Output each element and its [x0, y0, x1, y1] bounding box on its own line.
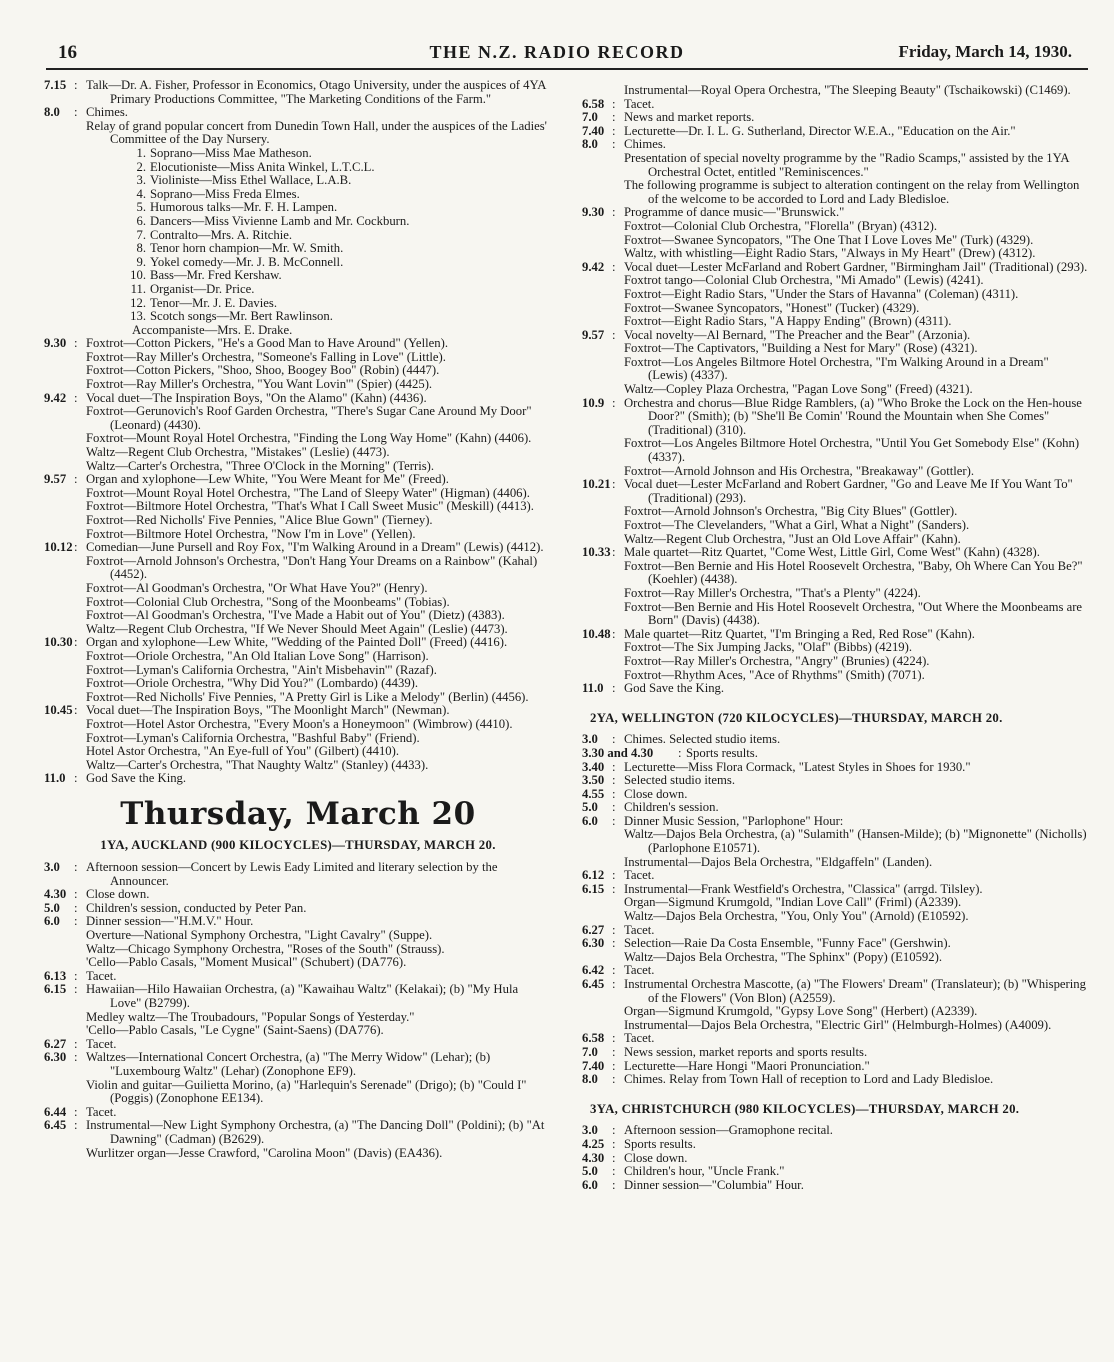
programme-entry: 6.58 : Tacet.	[582, 1032, 1090, 1046]
programme-entry: 6.27 : Tacet.	[44, 1038, 552, 1052]
entry-line: Afternoon session—Concert by Lewis Eady Limited and literary selection by the Announcer.	[86, 860, 498, 888]
entry-line: Tacet.	[624, 922, 655, 937]
entry-line: Orchestra and chorus—Blue Ridge Ramblers, (a) "Who Broke the Lock on the Hen-house Door?" (Smith); (b) "She'll Be Comin' 'Round the Mountain when She Comes" (Traditional) (310).	[624, 395, 1082, 437]
item-text: Soprano—Miss Freda Elmes.	[150, 186, 300, 201]
entry-line: God Save the King.	[86, 771, 187, 786]
entry-time: 9.57	[44, 472, 67, 487]
entry-line: Waltz—Regent Club Orchestra, "Just an Old Love Affair" (Kahn).	[624, 531, 961, 546]
entry-line: Foxtrot—Colonial Club Orchestra, "Florella" (Bryan) (4312).	[624, 218, 938, 233]
entry-line: Chimes.	[86, 105, 128, 120]
entry-line: Foxtrot—Arnold Johnson and His Orchestra, "Breakaway" (Gottler).	[624, 463, 975, 478]
entry-line: Tacet.	[624, 963, 655, 978]
entry-time: 10.48	[582, 626, 611, 641]
programme-entry: 8.0 : Chimes.	[44, 106, 552, 120]
entry-line: Foxtrot—Gerunovich's Roof Garden Orchestra, "There's Sugar Cane Around My Door" (Leonard) (4430).	[86, 404, 532, 432]
entry-time: 6.30	[44, 1050, 67, 1065]
entry-line: Instrumental—Royal Opera Orchestra, "The Sleeping Beauty" (Tschaikowski) (C1469).	[624, 83, 1071, 97]
programme-entry: 4.25 : Sports results.	[582, 1138, 1090, 1152]
entry-line: Foxtrot—Oriole Orchestra, "Why Did You?" (Lombardo) (4439).	[86, 676, 419, 691]
item-text: Organist—Dr. Price.	[150, 281, 255, 296]
entry-time: 9.57	[582, 327, 605, 342]
entry-line: Foxtrot—Al Goodman's Orchestra, "Or What Have You?" (Henry).	[86, 580, 428, 595]
entry-time: 5.0	[582, 800, 598, 815]
numbered-item	[44, 256, 552, 270]
programme-entry: 6.15 : Instrumental—Frank Westfield's Orchestra, "Classica" (arrgd. Tilsley). Organ—Sigmund Krumgold, "Indian Love Call" (Friml) (A2339). Waltz—Dajos Bela Orchestra, "You, Only You" (Arnold) (E10592).	[582, 883, 1090, 924]
section-heading-1ya: 1YA, AUCKLAND (900 KILOCYCLES)—THURSDAY, MARCH 20.	[100, 838, 496, 853]
numbered-item	[44, 147, 552, 161]
entry-line: Foxtrot—Ben Bernie and His Hotel Roosevelt Orchestra, "Out Where the Moonbeams are Born" (Davis) (4438).	[624, 599, 1083, 628]
entry-line: Tacet.	[86, 1104, 117, 1119]
entry-line: Foxtrot—Biltmore Hotel Orchestra, "That's What I Call Sweet Music" (Meskill) (4413).	[86, 499, 534, 514]
entry-time: 9.42	[582, 259, 605, 274]
programme-block-2ya	[582, 733, 1090, 1086]
entry-time: 9.42	[44, 390, 67, 405]
entry-line: Overture—National Symphony Orchestra, "Light Cavalry" (Suppe).	[86, 928, 433, 943]
item-number: 9.	[136, 254, 146, 269]
programme-block-4ya	[44, 79, 552, 147]
programme-entry: 3.40 : Lecturette—Miss Flora Cormack, "Latest Styles in Shoes for 1930."	[582, 761, 1090, 775]
entry-line: Waltz—Chicago Symphony Orchestra, "Roses of the South" (Strauss).	[86, 941, 445, 956]
programme-entry: 7.0 : News session, market reports and sports results.	[582, 1046, 1090, 1060]
entry-line: Waltz—Carter's Orchestra, "That Naughty Waltz" (Stanley) (4433).	[86, 757, 429, 772]
item-text: Yokel comedy—Mr. J. B. McConnell.	[150, 254, 344, 269]
entry-time: 3.50	[582, 773, 605, 788]
numbered-item	[44, 201, 552, 215]
programme-entry: 6.0 : Dinner session—"H.M.V." Hour. Overture—National Symphony Orchestra, "Light Cavalry" (Suppe). Waltz—Chicago Symphony Orchestra, "Roses of the South" (Strauss). 'Cello—Pablo Casals, "Moment Musical" (Schubert) (DA776).	[44, 915, 552, 969]
item-number: 7.	[136, 227, 146, 242]
programme-entry	[44, 120, 552, 147]
programme-entry: 6.0 : Dinner Music Session, "Parlophone" Hour: Waltz—Dajos Bela Orchestra, (a) "Sulamith" (Hansen-Milde); (b) "Mignonette" (Nicholls) (Parlophone E10571). Instrumental—Dajos Bela Orchestra, "Eldgaffeln" (Landen).	[582, 815, 1090, 869]
entry-line: Foxtrot—Ray Miller's Orchestra, "That's a Plenty" (4224).	[624, 585, 921, 600]
entry-time: 3.0	[582, 1123, 598, 1138]
section-heading-3ya: 3YA, CHRISTCHURCH (980 KILOCYCLES)—THURSDAY, MARCH 20.	[590, 1101, 1020, 1116]
entry-line: Foxtrot—Eight Radio Stars, "A Happy Ending" (Brown) (4311).	[624, 314, 952, 329]
entry-time: 6.30	[582, 936, 605, 951]
entry-line: Foxtrot—Al Goodman's Orchestra, "I've Made a Habit out of You" (Dietz) (4383).	[86, 608, 505, 623]
entry-line: Children's session, conducted by Peter Pan.	[86, 900, 307, 915]
entry-line: Instrumental Orchestra Mascotte, (a) "The Flowers' Dream" (Translateur); (b) "Whispering of the Flowers" (Von Blon) (A2559).	[624, 977, 1086, 1005]
entry-line: Organ—Sigmund Krumgold, "Gypsy Love Song" (Herbert) (A2339).	[624, 1004, 978, 1019]
item-text: Dancers—Miss Vivienne Lamb and Mr. Cockburn.	[150, 213, 410, 228]
entry-line: Vocal duet—The Inspiration Boys, "On the Alamo" (Kahn) (4436).	[86, 390, 427, 405]
entry-time: 6.44	[44, 1104, 67, 1119]
item-number: 12.	[130, 295, 146, 310]
entry-time: 7.40	[582, 1058, 605, 1073]
entry-line: Foxtrot—Swanee Syncopators, "Honest" (Tucker) (4329).	[624, 300, 920, 315]
entry-line: Instrumental—Frank Westfield's Orchestra, "Classica" (arrgd. Tilsley).	[624, 881, 983, 896]
entry-time: 6.0	[582, 1177, 598, 1192]
entry-line: Selection—Raie Da Costa Ensemble, "Funny Face" (Gershwin).	[624, 936, 951, 951]
programme-entry: 6.42 : Tacet.	[582, 964, 1090, 978]
programme-entry: 9.30 : Programme of dance music—"Brunswick." Foxtrot—Colonial Club Orchestra, "Florella" (Bryan) (4312). Foxtrot—Swanee Syncopators, "The One That I Love Loves Me" (Turk) (4329). Waltz, with whistling—Eight Radio Stars, "Always in My Heart" (Drew) (4312).	[582, 206, 1090, 260]
entry-line: Organ and xylophone—Lew White, "You Were Meant for Me" (Freed).	[86, 472, 449, 487]
programme-entry: 6.58 : Tacet.	[582, 98, 1090, 112]
item-text: Scotch songs—Mr. Bert Rawlinson.	[150, 309, 333, 324]
entry-line: Foxtrot—Colonial Club Orchestra, "Song of the Moonbeams" (Tobias).	[86, 594, 450, 609]
entry-time: 6.42	[582, 963, 605, 978]
entry-line: Tacet.	[624, 868, 655, 883]
entry-time: 10.9	[582, 395, 605, 410]
numbered-item	[44, 215, 552, 229]
entry-line: Waltz—Regent Club Orchestra, "If We Never Should Meet Again" (Leslie) (4473).	[86, 621, 508, 636]
item-text: Humorous talks—Mr. F. H. Lampen.	[150, 200, 338, 215]
entry-line: Close down.	[86, 887, 150, 902]
entry-line: God Save the King.	[624, 681, 725, 696]
entry-line: Chimes.	[624, 137, 666, 152]
entry-time: 3.0	[582, 732, 598, 747]
programme-block-dance	[44, 337, 552, 786]
numbered-item	[44, 310, 552, 324]
entry-line: Foxtrot—The Clevelanders, "What a Girl, What a Night" (Sanders).	[624, 518, 970, 532]
programme-entry: 9.30 : Foxtrot—Cotton Pickers, "He's a Good Man to Have Around" (Yellen). Foxtrot—Ray Miller's Orchestra, "Someone's Falling in Love" (Little). Foxtrot—Cotton Pickers, "Shoo, Shoo, Boogey Boo" (Robin) (4447). Foxtrot—Ray Miller's Orchestra, "You Want Lovin'" (Spier) (4425).	[44, 337, 552, 391]
numbered-item	[44, 161, 552, 175]
programme-block-1ya-evening	[582, 84, 1090, 696]
entry-line: Tacet.	[624, 1031, 655, 1046]
entry-time: 7.15	[44, 78, 67, 92]
entry-line: Organ and xylophone—Lew White, "Wedding of the Painted Doll" (Freed) (4416).	[86, 635, 508, 650]
entry-line: Foxtrot—Lyman's California Orchestra, "Ain't Misbehavin'" (Razaf).	[86, 662, 437, 677]
programme-entry: 11.0 : God Save the King.	[44, 772, 552, 786]
item-number: 10.	[130, 268, 146, 283]
programme-entry: 7.40 : Lecturette—Hare Hongi "Maori Pronunciation."	[582, 1060, 1090, 1074]
entry-time: 9.30	[582, 205, 605, 220]
programme-entry: 6.15 : Hawaiian—Hilo Hawaiian Orchestra, (a) "Kawaihau Waltz" (Kelakai); (b) "My Hula Love" (B2799). Medley waltz—The Troubadours, "Popular Songs of Yesterday." 'Cello—Pablo Casals, "Le Cygne" (Saint-Saens) (DA776).	[44, 983, 552, 1037]
entry-time: 10.33	[582, 545, 611, 560]
entry-line: Foxtrot—Biltmore Hotel Orchestra, "Now I'm in Love" (Yellen).	[86, 526, 416, 541]
entry-line: Foxtrot—Ray Miller's Orchestra, "Angry" (Brunies) (4224).	[624, 653, 930, 668]
entry-line: 'Cello—Pablo Casals, "Le Cygne" (Saint-Saens) (DA776).	[86, 1023, 384, 1038]
accompaniste-line: Accompaniste—Mrs. E. Drake.	[132, 322, 293, 337]
entry-line: Vocal duet—Lester McFarland and Robert Gardner, "Birmingham Jail" (Traditional) (293).	[624, 259, 1088, 274]
entry-line: Foxtrot—Eight Radio Stars, "Under the Stars of Havanna" (Coleman) (4311).	[624, 286, 1019, 301]
entry-line: Lecturette—Hare Hongi "Maori Pronunciation."	[624, 1058, 870, 1073]
entry-line: Dinner session—"Columbia" Hour.	[624, 1177, 804, 1192]
page-number: 16	[58, 42, 77, 63]
programme-entry: 3.50 : Selected studio items.	[582, 774, 1090, 788]
entry-line: Medley waltz—The Troubadours, "Popular Songs of Yesterday."	[86, 1009, 415, 1024]
entry-line: Foxtrot—Los Angeles Biltmore Hotel Orchestra, "Until You Get Somebody Else" (Kohn) (4337).	[624, 436, 1080, 465]
entry-line: Waltz—Regent Club Orchestra, "Mistakes" (Leslie) (4473).	[86, 445, 390, 460]
entry-time: 6.0	[44, 914, 60, 929]
numbered-item	[44, 174, 552, 188]
programme-entry: 10.9 : Orchestra and chorus—Blue Ridge Ramblers, (a) "Who Broke the Lock on the Hen-house Door?" (Smith); (b) "She'll Be Comin' 'Round the Mountain when She Comes" (Traditional) (310). Foxtrot—Los Angeles Biltmore Hotel Orchestra, "Until You Get Somebody Else" (Kohn) (4337). Foxtrot—Arnold Johnson and His Orchestra, "Breakaway" (Gottler).	[582, 397, 1090, 479]
programme-entry: 7.40 : Lecturette—Dr. I. L. G. Sutherland, Director W.E.A., "Education on the Air."	[582, 125, 1090, 139]
entry-time: 9.30	[44, 336, 67, 351]
entry-time: 10.45	[44, 703, 73, 718]
programme-entry: 9.42 : Vocal duet—The Inspiration Boys, "On the Alamo" (Kahn) (4436). Foxtrot—Gerunovich's Roof Garden Orchestra, "There's Sugar Cane Around My Door" (Leonard) (4430). Foxtrot—Mount Royal Hotel Orchestra, "Finding the Long Way Home" (Kahn) (4406). Waltz—Regent Club Orchestra, "Mistakes" (Leslie) (4473). Waltz—Carter's Orchestra, "Three O'Clock in the Morning" (Terris).	[44, 392, 552, 474]
programme-entry: 5.0 : Children's session.	[582, 801, 1090, 815]
programme-block-1ya	[44, 861, 552, 1160]
item-text: Bass—Mr. Fred Kershaw.	[150, 268, 282, 283]
header-rule	[46, 68, 1088, 70]
item-text: Violiniste—Miss Ethel Wallace, L.A.B.	[150, 173, 352, 188]
item-number: 8.	[136, 241, 146, 256]
entry-time: 6.58	[582, 1031, 605, 1046]
item-number: 4.	[136, 186, 146, 201]
entry-line: Foxtrot—Ray Miller's Orchestra, "Someone's Falling in Love" (Little).	[86, 349, 446, 364]
entry-line: Foxtrot—Lyman's California Orchestra, "Bashful Baby" (Friend).	[86, 730, 420, 745]
numbered-item	[44, 283, 552, 297]
entry-line: News session, market reports and sports results.	[624, 1044, 868, 1059]
programme-entry: 8.0 : Chimes. Presentation of special novelty programme by the "Radio Scamps," assisted by the 1YA Orchestral Octet, entitled "Reminiscences." The following programme is subject to alteration contingent on the relay from Wellington of the welcome to be accorded to Lord and Lady Bledisloe.	[582, 138, 1090, 206]
entry-time: 6.45	[582, 977, 605, 991]
programme-entry: 10.48 : Male quartet—Ritz Quartet, "I'm Bringing a Red, Red Rose" (Kahn). Foxtrot—The Six Jumping Jacks, "Olaf" (Bibbs) (4219). Foxtrot—Ray Miller's Orchestra, "Angry" (Brunies) (4224). Foxtrot—Rhythm Aces, "Ace of Rhythms" (Smith) (7071).	[582, 628, 1090, 682]
entry-line: Waltz—Dajos Bela Orchestra, "The Sphinx" (Popy) (E10592).	[624, 949, 942, 964]
entry-line: Vocal duet—Lester McFarland and Robert Gardner, "Go and Leave Me If You Want To" (Traditional) (293).	[624, 477, 1073, 505]
item-number: 1.	[136, 145, 146, 160]
entry-line: Afternoon session—Gramophone recital.	[624, 1123, 833, 1138]
numbered-item	[44, 188, 552, 202]
programme-entry: 10.45 : Vocal duet—The Inspiration Boys, "The Moonlight March" (Newman). Foxtrot—Hotel Astor Orchestra, "Every Moon's a Honeymoon" (Wimbrow) (4410). Foxtrot—Lyman's California Orchestra, "Bashful Baby" (Friend). Hotel Astor Orchestra, "An Eye-full of You" (Gilbert) (4410). Waltz—Carter's Orchestra, "That Naughty Waltz" (Stanley) (4433).	[44, 704, 552, 772]
item-text: Soprano—Miss Mae Matheson.	[150, 145, 312, 160]
programme-entry: 6.44 : Tacet.	[44, 1106, 552, 1120]
entry-time: 6.12	[582, 868, 605, 883]
entry-line: Close down.	[624, 786, 688, 801]
entry-line: Foxtrot—Arnold Johnson's Orchestra, "Don't Hang Your Dreams on a Rainbow" (Kahal) (4452).	[86, 553, 538, 582]
entry-line: Relay of grand popular concert from Dunedin Town Hall, under the auspices of the Ladies' Committee of the Day Nursery.	[86, 118, 547, 147]
entry-time: 11.0	[582, 681, 604, 696]
entry-line: Hawaiian—Hilo Hawaiian Orchestra, (a) "Kawaihau Waltz" (Kelakai); (b) "My Hula Love" (B2799).	[86, 982, 519, 1010]
entry-line: Foxtrot—Hotel Astor Orchestra, "Every Moon's a Honeymoon" (Wimbrow) (4410).	[86, 716, 513, 731]
programme-entry: 6.12 : Tacet.	[582, 869, 1090, 883]
entry-line: Foxtrot—The Captivators, "Building a Nest for Mary" (Rose) (4321).	[624, 341, 978, 356]
entry-line: Waltz—Copley Plaza Orchestra, "Pagan Love Song" (Freed) (4321).	[624, 382, 973, 397]
entry-line: Close down.	[624, 1150, 688, 1165]
entry-line: Lecturette—Miss Flora Cormack, "Latest Styles in Shoes for 1930."	[624, 759, 971, 774]
entry-time: 4.30	[582, 1150, 605, 1165]
entry-line: Foxtrot—Ben Bernie and His Hotel Roosevelt Orchestra, "Baby, Oh Where Can You Be?" (Koehler) (4438).	[624, 558, 1083, 587]
entry-line: Male quartet—Ritz Quartet, "I'm Bringing a Red, Red Rose" (Kahn).	[624, 626, 975, 641]
entry-line: Violin and guitar—Guilietta Morino, (a) "Harlequin's Serenade" (Drigo); (b) "Could I" (Poggis) (Zonophone EE134).	[86, 1077, 527, 1106]
entry-time: 7.0	[582, 1044, 598, 1059]
entry-line: The following programme is subject to alteration contingent on the relay from Wellington of the welcome to be accorded to Lord and Lady Bledisloe.	[624, 178, 1080, 206]
programme-entry: 6.13 : Tacet.	[44, 970, 552, 984]
entry-line: Tacet.	[86, 1036, 117, 1051]
programme-entry: 6.45 : Instrumental Orchestra Mascotte, (a) "The Flowers' Dream" (Translateur); (b) "Whispering of the Flowers" (Von Blon) (A2559). Organ—Sigmund Krumgold, "Gypsy Love Song" (Herbert) (A2339). Instrumental—Dajos Bela Orchestra, "Electric Girl" (Helmburgh-Holmes) (A4009).	[582, 978, 1090, 1032]
entry-time: 6.27	[44, 1036, 67, 1051]
programme-entry: 3.0 : Chimes. Selected studio items.	[582, 733, 1090, 747]
entry-time: 6.58	[582, 96, 605, 111]
entry-line: Sports results.	[624, 1136, 696, 1151]
programme-entry: 10.30 : Organ and xylophone—Lew White, "Wedding of the Painted Doll" (Freed) (4416). Foxtrot—Oriole Orchestra, "An Old Italian Love Song" (Harrison). Foxtrot—Lyman's California Orchestra, "Ain't Misbehavin'" (Razaf). Foxtrot—Oriole Orchestra, "Why Did You?" (Lombardo) (4439). Foxtrot—Red Nicholls' Five Pennies, "A Pretty Girl is Like a Melody" (Berlin) (4456).	[44, 636, 552, 704]
programme-entry: 4.30 : Close down.	[44, 888, 552, 902]
entry-line: Comedian—June Pursell and Roy Fox, "I'm Walking Around in a Dream" (Lewis) (4412).	[86, 540, 544, 555]
entry-line: Foxtrot—Mount Royal Hotel Orchestra, "Finding the Long Way Home" (Kahn) (4406).	[86, 431, 532, 446]
entry-line: Tacet.	[624, 96, 655, 111]
numbered-item	[44, 229, 552, 243]
entry-time: 6.15	[44, 982, 67, 997]
numbered-item	[44, 297, 552, 311]
entry-time: 11.0	[44, 771, 66, 786]
entry-line: Talk—Dr. A. Fisher, Professor in Economics, Otago University, under the auspices of 4YA Primary Productions Committee, "The Marketing Conditions of the Farm."	[86, 78, 546, 106]
entry-time: 5.0	[582, 1164, 598, 1179]
entry-line: Dinner session—"H.M.V." Hour.	[86, 914, 254, 929]
item-number: 6.	[136, 213, 146, 228]
entry-time: 10.30	[44, 635, 73, 650]
entry-line: Foxtrot—Red Nicholls' Five Pennies, "Alice Blue Gown" (Tierney).	[86, 513, 433, 527]
entry-line: Waltz—Dajos Bela Orchestra, "You, Only You" (Arnold) (E10592).	[624, 909, 969, 924]
item-number: 13.	[130, 309, 146, 324]
entry-line: Waltz—Carter's Orchestra, "Three O'Clock in the Morning" (Terris).	[86, 458, 435, 473]
entry-time: 6.13	[44, 968, 67, 983]
programme-entry: 7.0 : News and market reports.	[582, 111, 1090, 125]
entry-time: 6.0	[582, 813, 598, 828]
entry-time: 10.21	[582, 477, 611, 492]
entry-line: Foxtrot—Rhythm Aces, "Ace of Rhythms" (Smith) (7071).	[624, 667, 925, 682]
programme-entry: 7.15 : Talk—Dr. A. Fisher, Professor in Economics, Otago University, under the auspices of 4YA Primary Productions Committee, "The Marketing Conditions of the Farm."	[44, 79, 552, 106]
programme-entry: 5.0 : Children's session, conducted by Peter Pan.	[44, 902, 552, 916]
entry-line: Selected studio items.	[624, 773, 735, 788]
programme-entry: 6.0 : Dinner session—"Columbia" Hour.	[582, 1179, 1090, 1193]
programme-entry: 4.55 : Close down.	[582, 788, 1090, 802]
entry-line: Instrumental—Dajos Bela Orchestra, "Eldgaffeln" (Landen).	[624, 854, 933, 869]
entry-line: Vocal novelty—Al Bernard, "The Preacher and the Bear" (Arzonia).	[624, 327, 971, 342]
entry-line: Chimes. Relay from Town Hall of reception to Lord and Lady Bledisloe.	[624, 1072, 994, 1087]
concert-numbered-list	[44, 147, 552, 324]
entry-line: Dinner Music Session, "Parlophone" Hour:	[624, 813, 844, 828]
item-number: 5.	[136, 200, 146, 215]
programme-entry: 6.30 : Selection—Raie Da Costa Ensemble, "Funny Face" (Gershwin). Waltz—Dajos Bela Orchestra, "The Sphinx" (Popy) (E10592).	[582, 937, 1090, 964]
entry-time: 7.0	[582, 110, 598, 125]
entry-time: 3.40	[582, 759, 605, 774]
programme-entry: 10.12 : Comedian—June Pursell and Roy Fox, "I'm Walking Around in a Dream" (Lewis) (4412). Foxtrot—Arnold Johnson's Orchestra, "Don't Hang Your Dreams on a Rainbow" (Kahal) (4452). Foxtrot—Al Goodman's Orchestra, "Or What Have You?" (Henry). Foxtrot—Colonial Club Orchestra, "Song of the Moonbeams" (Tobias). Foxtrot—Al Goodman's Orchestra, "I've Made a Habit out of You" (Dietz) (4383). Waltz—Regent Club Orchestra, "If We Never Should Meet Again" (Leslie) (4473).	[44, 541, 552, 636]
left-column	[44, 79, 552, 1160]
entry-line: Children's session.	[624, 800, 719, 815]
issue-date: Friday, March 14, 1930.	[898, 42, 1072, 61]
entry-line: Foxtrot—The Six Jumping Jacks, "Olaf" (Bibbs) (4219).	[624, 640, 913, 655]
item-number: 3.	[136, 173, 146, 188]
programme-entry: 3.0 : Afternoon session—Concert by Lewis Eady Limited and literary selection by the Announcer.	[44, 861, 552, 888]
page-header	[0, 42, 1114, 70]
programme-entry: 6.30 : Waltzes—International Concert Orchestra, (a) "The Merry Widow" (Lehar); (b) "Luxembourg Waltz" (Lehar) (Zonophone EF9). Violin and guitar—Guilietta Morino, (a) "Harlequin's Serenade" (Drigo); (b) "Could I" (Poggis) (Zonophone EE134).	[44, 1051, 552, 1105]
programme-entry: 3.30 and 4.30 : Sports results.	[582, 747, 1090, 761]
day-heading: Thursday, March 20	[120, 795, 476, 832]
programme-entry: 5.0 : Children's hour, "Uncle Frank."	[582, 1165, 1090, 1179]
programme-entry: 10.33 : Male quartet—Ritz Quartet, "Come West, Little Girl, Come West" (Kahn) (4328). Foxtrot—Ben Bernie and His Hotel Roosevelt Orchestra, "Baby, Oh Where Can You Be?" (Koehler) (4438). Foxtrot—Ray Miller's Orchestra, "That's a Plenty" (4224). Foxtrot—Ben Bernie and His Hotel Roosevelt Orchestra, "Out Where the Moonbeams are Born" (Davis) (4438).	[582, 546, 1090, 628]
entry-line: Foxtrot—Ray Miller's Orchestra, "You Want Lovin'" (Spier) (4425).	[86, 377, 433, 392]
entry-time: 8.0	[582, 1072, 598, 1087]
item-text: Tenor horn champion—Mr. W. Smith.	[150, 241, 344, 256]
entry-line: News and market reports.	[624, 110, 755, 125]
entry-time: 8.0	[582, 137, 598, 152]
entry-line: Foxtrot—Cotton Pickers, "Shoo, Shoo, Boogey Boo" (Robin) (4447).	[86, 363, 440, 378]
item-number: 2.	[136, 159, 146, 174]
entry-line: Presentation of special novelty programme by the "Radio Scamps," assisted by the 1YA Orchestral Octet, entitled "Reminiscences."	[624, 150, 1069, 179]
entry-time: 6.45	[44, 1118, 67, 1133]
entry-line: Foxtrot—Mount Royal Hotel Orchestra, "The Land of Sleepy Water" (Higman) (4406).	[86, 485, 530, 500]
entry-time: 5.0	[44, 900, 60, 915]
entry-line: Waltz—Dajos Bela Orchestra, (a) "Sulamith" (Hansen-Milde); (b) "Mignonette" (Nicholls) (Parlophone E10571).	[624, 827, 1087, 856]
section-heading-2ya: 2YA, WELLINGTON (720 KILOCYCLES)—THURSDAY, MARCH 20.	[590, 710, 1003, 725]
entry-line: Instrumental—New Light Symphony Orchestra, (a) "The Dancing Doll" (Poldini); (b) "At Dawning" (Cadman) (B2629).	[86, 1118, 545, 1146]
programme-entry: 9.57 : Organ and xylophone—Lew White, "You Were Meant for Me" (Freed). Foxtrot—Mount Royal Hotel Orchestra, "The Land of Sleepy Water" (Higman) (4406). Foxtrot—Biltmore Hotel Orchestra, "That's What I Call Sweet Music" (Meskill) (4413). Foxtrot—Red Nicholls' Five Pennies, "Alice Blue Gown" (Tierney). Foxtrot—Biltmore Hotel Orchestra, "Now I'm in Love" (Yellen).	[44, 473, 552, 541]
programme-entry	[582, 84, 1090, 98]
programme-entry: 9.57 : Vocal novelty—Al Bernard, "The Preacher and the Bear" (Arzonia). Foxtrot—The Captivators, "Building a Nest for Mary" (Rose) (4321). Foxtrot—Los Angeles Biltmore Hotel Orchestra, "I'm Walking Around in a Dream" (Lewis) (4337). Waltz—Copley Plaza Orchestra, "Pagan Love Song" (Freed) (4321).	[582, 329, 1090, 397]
entry-time: 3.30 and 4.30	[582, 745, 654, 760]
entry-line: Hotel Astor Orchestra, "An Eye-full of You" (Gilbert) (4410).	[86, 744, 400, 759]
numbered-item	[44, 242, 552, 256]
entry-line: Male quartet—Ritz Quartet, "Come West, Little Girl, Come West" (Kahn) (4328).	[624, 545, 1040, 560]
entry-line: Instrumental—Dajos Bela Orchestra, "Electric Girl" (Helmburgh-Holmes) (A4009).	[624, 1017, 1052, 1032]
entry-time: 4.25	[582, 1136, 605, 1151]
right-column	[582, 84, 1090, 1192]
entry-line: Waltz, with whistling—Eight Radio Stars, "Always in My Heart" (Drew) (4312).	[624, 246, 1036, 261]
entry-line: Foxtrot—Los Angeles Biltmore Hotel Orchestra, "I'm Walking Around in a Dream" (Lewis) (4337).	[624, 354, 1049, 383]
programme-entry: 9.42 : Vocal duet—Lester McFarland and Robert Gardner, "Birmingham Jail" (Traditional) (293). Foxtrot tango—Colonial Club Orchestra, "Mi Amado" (Lewis) (4241). Foxtrot—Eight Radio Stars, "Under the Stars of Havanna" (Coleman) (4311). Foxtrot—Swanee Syncopators, "Honest" (Tucker) (4329). Foxtrot—Eight Radio Stars, "A Happy Ending" (Brown) (4311).	[582, 261, 1090, 329]
entry-time: 6.15	[582, 881, 605, 896]
publication-title: THE N.Z. RADIO RECORD	[429, 42, 685, 62]
entry-line: Vocal duet—The Inspiration Boys, "The Moonlight March" (Newman).	[86, 703, 450, 718]
entry-line: Sports results.	[686, 745, 758, 760]
programme-entry: 10.21 : Vocal duet—Lester McFarland and Robert Gardner, "Go and Leave Me If You Want To" (Traditional) (293). Foxtrot—Arnold Johnson's Orchestra, "Big City Blues" (Gottler). Foxtrot—The Clevelanders, "What a Girl, What a Night" (Sanders). Waltz—Regent Club Orchestra, "Just an Old Love Affair" (Kahn).	[582, 478, 1090, 546]
entry-time: 3.0	[44, 860, 60, 875]
programme-entry: 6.45 : Instrumental—New Light Symphony Orchestra, (a) "The Dancing Doll" (Poldini); (b) "At Dawning" (Cadman) (B2629). Wurlitzer organ—Jesse Crawford, "Carolina Moon" (Davis) (EA436).	[44, 1119, 552, 1160]
programme-entry: 3.0 : Afternoon session—Gramophone recital.	[582, 1124, 1090, 1138]
entry-line: Foxtrot—Arnold Johnson's Orchestra, "Big City Blues" (Gottler).	[624, 504, 958, 519]
item-text: Elocutioniste—Miss Anita Winkel, L.T.C.L.	[150, 159, 375, 174]
programme-entry: 6.27 : Tacet.	[582, 924, 1090, 938]
entry-time: 4.55	[582, 786, 605, 801]
entry-line: Waltzes—International Concert Orchestra, (a) "The Merry Widow" (Lehar); (b) "Luxembourg Waltz" (Lehar) (Zonophone EF9).	[86, 1050, 491, 1078]
entry-line: Foxtrot—Red Nicholls' Five Pennies, "A Pretty Girl is Like a Melody" (Berlin) (4456).	[86, 689, 529, 704]
entry-time: 7.40	[582, 123, 605, 138]
entry-time: 8.0	[44, 105, 60, 120]
entry-line: Tacet.	[86, 968, 117, 983]
programme-entry: 8.0 : Chimes. Relay from Town Hall of reception to Lord and Lady Bledisloe.	[582, 1073, 1090, 1087]
entry-line: Lecturette—Dr. I. L. G. Sutherland, Director W.E.A., "Education on the Air."	[624, 123, 1016, 138]
item-text: Contralto—Mrs. A. Ritchie.	[150, 227, 293, 242]
entry-line: Foxtrot tango—Colonial Club Orchestra, "Mi Amado" (Lewis) (4241).	[624, 273, 984, 288]
entry-line: Children's hour, "Uncle Frank."	[624, 1164, 785, 1179]
entry-line: Wurlitzer organ—Jesse Crawford, "Carolina Moon" (Davis) (EA436).	[86, 1145, 443, 1160]
numbered-item	[44, 269, 552, 283]
programme-block-3ya	[582, 1124, 1090, 1192]
item-text: Tenor—Mr. J. E. Davies.	[150, 295, 278, 310]
programme-entry: 11.0 : God Save the King.	[582, 682, 1090, 696]
entry-line: Organ—Sigmund Krumgold, "Indian Love Call" (Friml) (A2339).	[624, 895, 962, 910]
entry-time: 6.27	[582, 922, 605, 937]
entry-line: Chimes. Selected studio items.	[624, 732, 781, 747]
entry-line: Foxtrot—Oriole Orchestra, "An Old Italian Love Song" (Harrison).	[86, 648, 429, 663]
entry-line: Programme of dance music—"Brunswick."	[624, 205, 845, 220]
entry-line: 'Cello—Pablo Casals, "Moment Musical" (Schubert) (DA776).	[86, 955, 407, 970]
entry-time: 10.12	[44, 540, 73, 555]
programme-entry: 4.30 : Close down.	[582, 1152, 1090, 1166]
entry-line: Foxtrot—Swanee Syncopators, "The One That I Love Loves Me" (Turk) (4329).	[624, 232, 1034, 247]
entry-line: Foxtrot—Cotton Pickers, "He's a Good Man to Have Around" (Yellen).	[86, 336, 448, 351]
entry-time: 4.30	[44, 887, 67, 902]
item-number: 11.	[130, 281, 146, 296]
